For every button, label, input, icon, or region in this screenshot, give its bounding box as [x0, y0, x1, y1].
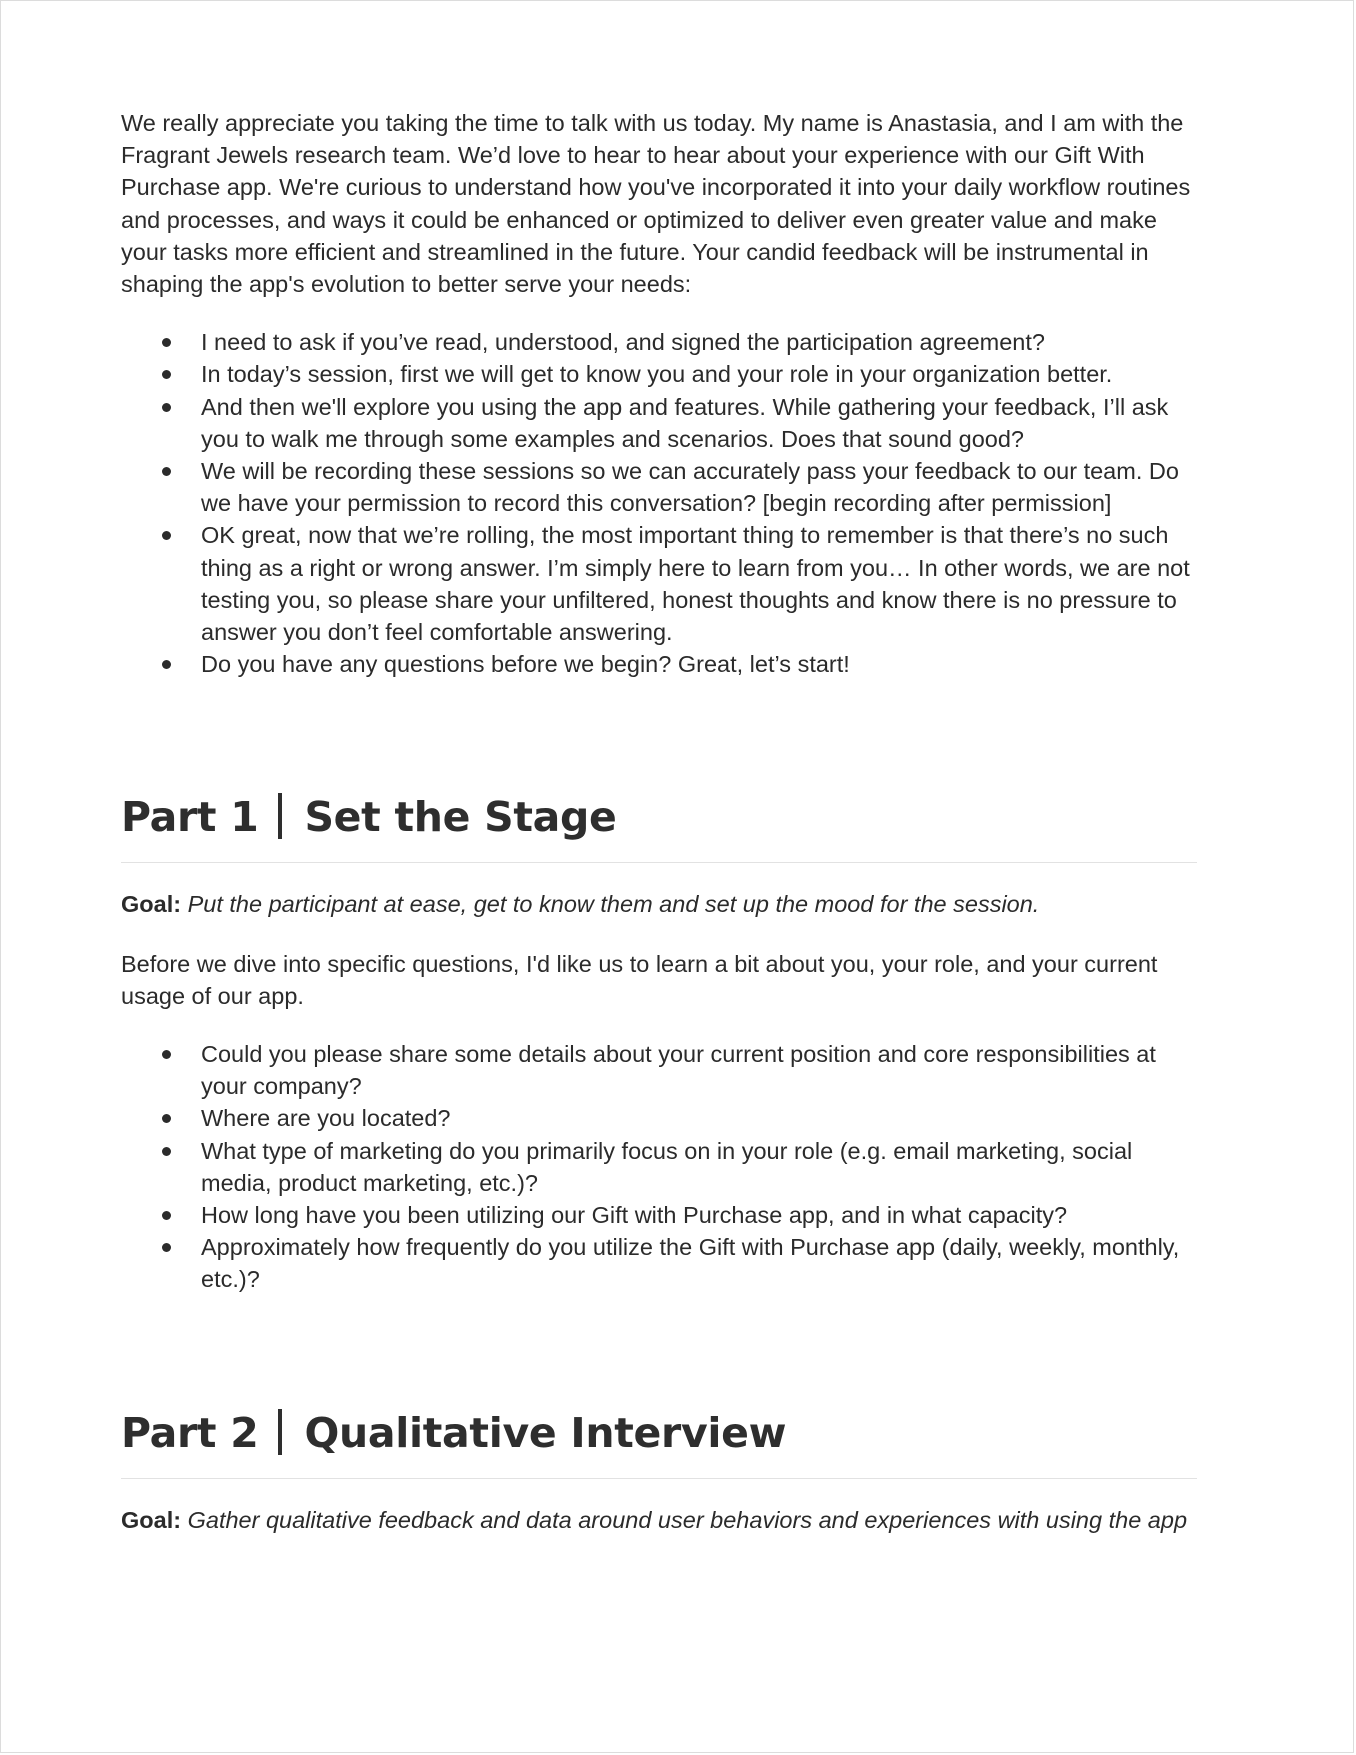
goal-text: Gather qualitative feedback and data around user behaviors and experiences with using the app	[187, 1506, 1188, 1533]
list-item: I need to ask if you’ve read, understood, and signed the participation agreement?	[121, 326, 1197, 358]
bullet-icon	[162, 531, 171, 540]
list-item: We will be recording these sessions so we can accurately pass your feedback to our team. Do we have your permission to record this conversation? [begin recording after permission]	[121, 455, 1197, 519]
bullet-icon	[162, 467, 171, 476]
list-item: Do you have any questions before we begin? Great, let’s start!	[121, 648, 1197, 680]
part2-title: Qualitative Interview	[304, 1408, 787, 1457]
part2-heading	[121, 1408, 1197, 1458]
part1-bullet-list	[121, 1038, 1197, 1296]
list-item: OK great, now that we’re rolling, the most important thing to remember is that there’s no such thing as a right or wrong answer. I’m simply here to learn from you… In other words, we are not testing you, so please share your unfiltered, honest thoughts and know there is no pressure to answer you don’t feel comfortable answering.	[121, 519, 1197, 648]
heading-separator	[278, 1409, 282, 1455]
list-item: How long have you been utilizing our Gift with Purchase app, and in what capacity?	[121, 1199, 1197, 1231]
part1-title: Set the Stage	[304, 793, 617, 842]
bullet-icon	[162, 1211, 171, 1220]
list-item: Approximately how frequently do you utilize the Gift with Purchase app (daily, weekly, monthly, etc.)?	[121, 1231, 1197, 1295]
list-item: And then we'll explore you using the app and features. While gathering your feedback, I’ll ask you to walk me through some examples and scenarios. Does that sound good?	[121, 391, 1197, 455]
bullet-icon	[162, 1050, 171, 1059]
intro-paragraph: We really appreciate you taking the time to talk with us today. My name is Anastasia, and I am with the Fragrant Jewels research team. We’d love to hear to hear about your experience with our Gift With Purchase app. We're curious to understand how you've incorporated it into your daily workflow routines and processes, and ways it could be enhanced or optimized to deliver even greater value and make your tasks more efficient and streamlined in the future. Your candid feedback will be instrumental in shaping the app's evolution to better serve your needs:	[121, 110, 1191, 298]
list-item: What type of marketing do you primarily focus on in your role (e.g. email marketing, social media, product marketing, etc.)?	[121, 1135, 1197, 1199]
list-item: Could you please share some details about your current position and core responsibilities at your company?	[121, 1038, 1197, 1102]
list-item: In today’s session, first we will get to know you and your role in your organization better.	[121, 358, 1197, 390]
bullet-icon	[162, 370, 171, 379]
part1-goal	[121, 888, 1197, 920]
document-content	[121, 107, 1197, 1536]
intro-bullet-list	[121, 326, 1197, 680]
bullet-icon	[162, 660, 171, 669]
goal-text: Put the participant at ease, get to know them and set up the mood for the session.	[187, 891, 1040, 918]
part2-goal	[121, 1504, 1197, 1536]
heading-separator	[278, 793, 282, 839]
bullet-icon	[162, 338, 171, 347]
part1-paragraph: Before we dive into specific questions, I'd like us to learn a bit about you, your role, and your current usage of our app.	[121, 950, 1158, 1009]
part1-heading	[121, 792, 1197, 842]
bullet-icon	[162, 403, 171, 412]
goal-label: Goal:	[121, 891, 182, 918]
part1-divider	[121, 862, 1197, 863]
part2-label: Part 2	[121, 1408, 259, 1457]
part2-divider	[121, 1478, 1197, 1479]
bullet-icon	[162, 1147, 171, 1156]
part1-label: Part 1	[121, 793, 259, 842]
bullet-icon	[162, 1114, 171, 1123]
list-item: Where are you located?	[121, 1102, 1197, 1134]
bullet-icon	[162, 1243, 171, 1252]
goal-label: Goal:	[121, 1506, 182, 1533]
